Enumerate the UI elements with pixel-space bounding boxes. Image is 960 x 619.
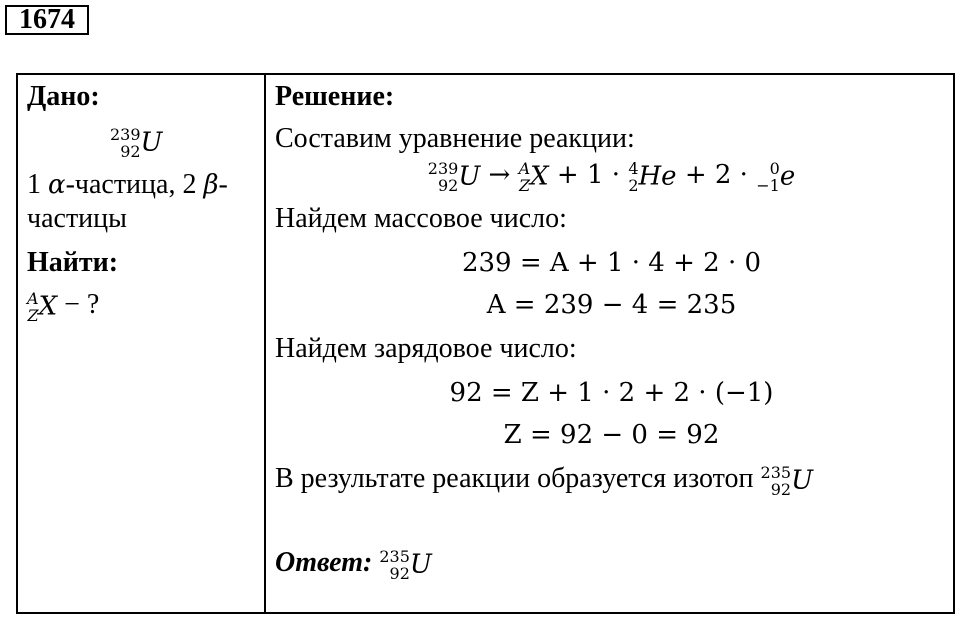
product-indices bbox=[519, 160, 531, 194]
helium-symbol: He bbox=[638, 161, 677, 192]
solution-table bbox=[16, 73, 955, 614]
step-mass-number: Найдем массовое число: bbox=[275, 203, 567, 234]
answer-label: Ответ: bbox=[275, 547, 373, 578]
given-heading: Дано: bbox=[27, 81, 100, 112]
answer-line bbox=[275, 547, 432, 582]
answer-isotope-symbol: U bbox=[409, 549, 432, 580]
reactant-indices bbox=[428, 160, 459, 194]
mass-number: 0 bbox=[769, 158, 780, 178]
charge-number: Z bbox=[519, 175, 531, 195]
answer-isotope-indices bbox=[379, 548, 410, 582]
element-symbol: U bbox=[140, 127, 163, 158]
given-particles-line2: частицы bbox=[27, 203, 127, 234]
result-isotope-indices bbox=[761, 464, 792, 498]
charge-equation-2: Z = 92 − 0 = 92 bbox=[503, 420, 720, 450]
mass-number: A bbox=[27, 288, 39, 308]
electron-indices bbox=[756, 160, 780, 194]
step-reaction-equation: Составим уравнение реакции: bbox=[275, 123, 635, 154]
reaction-equation bbox=[266, 159, 957, 194]
product-symbol: X bbox=[530, 161, 549, 192]
charge-number: −1 bbox=[756, 175, 780, 195]
mass-number: 239 bbox=[110, 124, 141, 144]
mass-equation-2: A = 239 − 4 = 235 bbox=[486, 290, 737, 320]
mass-number: 235 bbox=[379, 546, 410, 566]
element-symbol: X bbox=[38, 291, 58, 322]
given-isotope-indices bbox=[110, 126, 141, 160]
result-statement bbox=[275, 463, 813, 498]
plus-beta: + 2 · bbox=[676, 160, 757, 190]
beta-symbol: β bbox=[203, 170, 219, 200]
problem-number: 1674 bbox=[5, 5, 89, 35]
charge-number: 92 bbox=[120, 141, 141, 161]
charge-number: 92 bbox=[389, 563, 410, 583]
alpha-count: 1 bbox=[27, 169, 48, 200]
solution-heading: Решение: bbox=[275, 81, 395, 112]
charge-equation-1: 92 = Z + 1 · 2 + 2 · (−1) bbox=[449, 378, 774, 408]
reaction-arrow: → bbox=[480, 160, 519, 190]
result-isotope-symbol: U bbox=[791, 465, 813, 496]
reactant-symbol: U bbox=[458, 161, 481, 192]
mass-number: 4 bbox=[628, 158, 639, 178]
plus-alpha: + 1 · bbox=[548, 160, 629, 190]
find-nuclide-indices bbox=[27, 290, 39, 324]
result-text: В результате реакции образуется изотоп bbox=[275, 463, 761, 494]
find-target bbox=[27, 289, 99, 324]
mass-equation-1: 239 = A + 1 · 4 + 2 · 0 bbox=[461, 248, 762, 278]
alpha-label: -частица, 2 bbox=[65, 169, 204, 200]
given-isotope bbox=[110, 125, 162, 160]
electron-symbol: e bbox=[779, 161, 796, 192]
mass-number: 239 bbox=[427, 158, 459, 178]
given-particles-line1 bbox=[27, 169, 228, 201]
hyphen: - bbox=[218, 169, 228, 200]
charge-number: 92 bbox=[770, 479, 792, 499]
alpha-symbol: α bbox=[48, 170, 66, 200]
question-suffix: − ? bbox=[57, 289, 100, 320]
step-charge-number: Найдем зарядовое число: bbox=[275, 333, 577, 364]
charge-number: 92 bbox=[437, 175, 459, 195]
column-divider bbox=[264, 75, 266, 612]
helium-indices bbox=[628, 160, 638, 194]
charge-number: 2 bbox=[628, 175, 639, 195]
mass-number: A bbox=[518, 158, 531, 178]
find-heading: Найти: bbox=[27, 247, 119, 278]
mass-number: 235 bbox=[760, 462, 792, 482]
charge-number: Z bbox=[27, 305, 39, 325]
